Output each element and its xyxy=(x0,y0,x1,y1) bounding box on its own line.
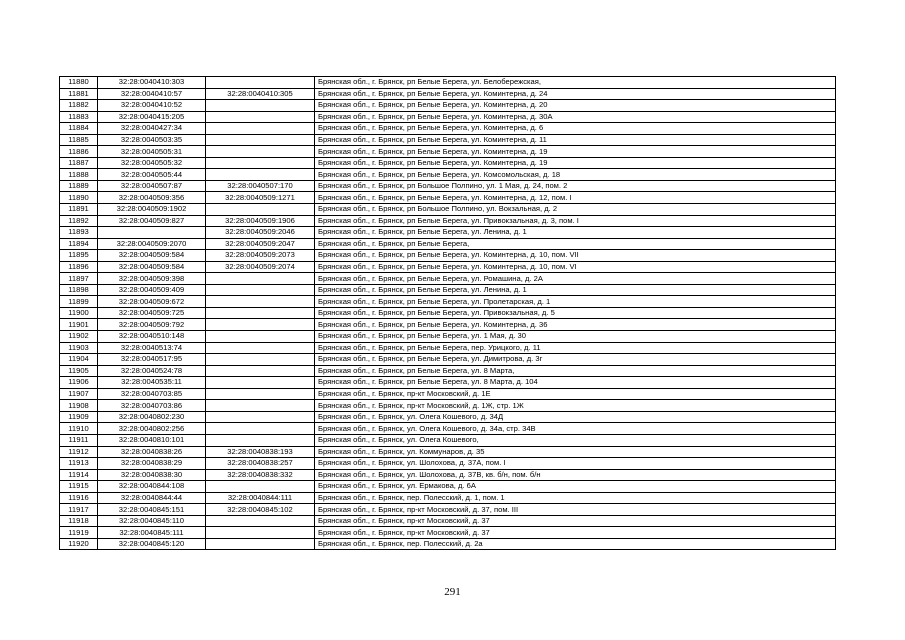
cadastral-number-cell: 32:28:0040415:205 xyxy=(98,111,206,123)
row-number-cell: 11892 xyxy=(60,215,98,227)
related-cadastral-number-cell xyxy=(206,365,315,377)
related-cadastral-number-cell: 32:28:0040410:305 xyxy=(206,88,315,100)
cadastral-number-cell: 32:28:0040703:85 xyxy=(98,388,206,400)
row-number-cell: 11902 xyxy=(60,331,98,343)
row-number-cell: 11911 xyxy=(60,434,98,446)
cadastral-number-cell: 32:28:0040505:32 xyxy=(98,157,206,169)
address-cell: Брянская обл., г. Брянск, рп Белые Берега, пер. Урицкого, д. 11 xyxy=(315,342,836,354)
cadastral-number-cell: 32:28:0040510:148 xyxy=(98,331,206,343)
cadastral-number-cell: 32:28:0040845:111 xyxy=(98,527,206,539)
table-row xyxy=(60,192,836,204)
address-cell: Брянская обл., г. Брянск, рп Белые Берега, ул. Коминтерна, д. 12, пом. I xyxy=(315,192,836,204)
table-row xyxy=(60,377,836,389)
table-row xyxy=(60,481,836,493)
cadastral-number-cell: 32:28:0040838:26 xyxy=(98,446,206,458)
cadastral-number-cell: 32:28:0040844:108 xyxy=(98,481,206,493)
related-cadastral-number-cell xyxy=(206,481,315,493)
row-number-cell: 11887 xyxy=(60,157,98,169)
row-number-cell: 11908 xyxy=(60,400,98,412)
row-number-cell: 11886 xyxy=(60,146,98,158)
cadastral-number-cell: 32:28:0040802:256 xyxy=(98,423,206,435)
cadastral-number-cell: 32:28:0040838:30 xyxy=(98,469,206,481)
related-cadastral-number-cell: 32:28:0040509:2074 xyxy=(206,261,315,273)
table-row xyxy=(60,458,836,470)
row-number-cell: 11909 xyxy=(60,411,98,423)
table-row xyxy=(60,146,836,158)
cadastral-number-cell: 32:28:0040509:672 xyxy=(98,296,206,308)
cadastral-number-cell: 32:28:0040509:584 xyxy=(98,250,206,262)
related-cadastral-number-cell xyxy=(206,123,315,135)
address-cell: Брянская обл., г. Брянск, рп Большое Полпино, ул. 1 Мая, д. 24, пом. 2 xyxy=(315,180,836,192)
related-cadastral-number-cell xyxy=(206,388,315,400)
row-number-cell: 11881 xyxy=(60,88,98,100)
related-cadastral-number-cell: 32:28:0040509:1271 xyxy=(206,192,315,204)
related-cadastral-number-cell xyxy=(206,319,315,331)
row-number-cell: 11900 xyxy=(60,307,98,319)
cadastral-number-cell: 32:28:0040509:827 xyxy=(98,215,206,227)
cadastral-number-cell: 32:28:0040845:151 xyxy=(98,504,206,516)
address-cell: Брянская обл., г. Брянск, рп Белые Берега, ул. 8 Марта, д. 104 xyxy=(315,377,836,389)
cadastral-number-cell: 32:28:0040509:356 xyxy=(98,192,206,204)
row-number-cell: 11884 xyxy=(60,123,98,135)
row-number-cell: 11893 xyxy=(60,227,98,239)
table-row xyxy=(60,77,836,89)
related-cadastral-number-cell xyxy=(206,296,315,308)
cadastral-number-cell: 32:28:0040509:584 xyxy=(98,261,206,273)
related-cadastral-number-cell xyxy=(206,157,315,169)
address-cell: Брянская обл., г. Брянск, рп Белые Берега, ул. Коминтерна, д. 36 xyxy=(315,319,836,331)
table-row xyxy=(60,492,836,504)
row-number-cell: 11916 xyxy=(60,492,98,504)
address-cell: Брянская обл., г. Брянск, рп Белые Берега, ул. Пролетарская, д. 1 xyxy=(315,296,836,308)
row-number-cell: 11920 xyxy=(60,538,98,550)
related-cadastral-number-cell xyxy=(206,307,315,319)
address-cell: Брянская обл., г. Брянск, рп Белые Берега, ул. Димитрова, д. 3г xyxy=(315,354,836,366)
address-cell: Брянская обл., г. Брянск, рп Белые Берега, ул. Коминтерна, д. 19 xyxy=(315,146,836,158)
address-cell: Брянская обл., г. Брянск, ул. Шолохова, д. 37В, кв. б/н, пом. б/н xyxy=(315,469,836,481)
cadastral-number-cell: 32:28:0040810:101 xyxy=(98,434,206,446)
cadastral-number-cell: 32:28:0040509:398 xyxy=(98,273,206,285)
address-cell: Брянская обл., г. Брянск, ул. Олега Кошевого, xyxy=(315,434,836,446)
table-row xyxy=(60,365,836,377)
row-number-cell: 11883 xyxy=(60,111,98,123)
row-number-cell: 11917 xyxy=(60,504,98,516)
related-cadastral-number-cell: 32:28:0040845:102 xyxy=(206,504,315,516)
cadastral-table-body xyxy=(60,77,836,550)
address-cell: Брянская обл., г. Брянск, рп Белые Берега, ул. Коминтерна, д. 24 xyxy=(315,88,836,100)
related-cadastral-number-cell xyxy=(206,331,315,343)
row-number-cell: 11882 xyxy=(60,100,98,112)
table-row xyxy=(60,100,836,112)
cadastral-number-cell: 32:28:0040524:78 xyxy=(98,365,206,377)
related-cadastral-number-cell xyxy=(206,434,315,446)
related-cadastral-number-cell xyxy=(206,538,315,550)
address-cell: Брянская обл., г. Брянск, пр-кт Московский, д. 37 xyxy=(315,515,836,527)
related-cadastral-number-cell: 32:28:0040509:1906 xyxy=(206,215,315,227)
related-cadastral-number-cell: 32:28:0040844:111 xyxy=(206,492,315,504)
cadastral-number-cell: 32:28:0040517:95 xyxy=(98,354,206,366)
related-cadastral-number-cell xyxy=(206,342,315,354)
table-row xyxy=(60,504,836,516)
address-cell: Брянская обл., г. Брянск, рп Белые Берега, ул. 8 Марта, xyxy=(315,365,836,377)
address-cell: Брянская обл., г. Брянск, рп Белые Берега, ул. Комсомольская, д. 18 xyxy=(315,169,836,181)
row-number-cell: 11888 xyxy=(60,169,98,181)
row-number-cell: 11896 xyxy=(60,261,98,273)
table-row xyxy=(60,469,836,481)
address-cell: Брянская обл., г. Брянск, пер. Полесский, д. 1, пом. 1 xyxy=(315,492,836,504)
related-cadastral-number-cell: 32:28:0040838:257 xyxy=(206,458,315,470)
table-row xyxy=(60,423,836,435)
table-row xyxy=(60,273,836,285)
related-cadastral-number-cell: 32:28:0040509:2073 xyxy=(206,250,315,262)
address-cell: Брянская обл., г. Брянск, ул. Олега Кошевого, д. 34а, стр. 34В xyxy=(315,423,836,435)
table-row xyxy=(60,527,836,539)
cadastral-number-cell: 32:28:0040838:29 xyxy=(98,458,206,470)
cadastral-number-cell: 32:28:0040844:44 xyxy=(98,492,206,504)
related-cadastral-number-cell: 32:28:0040509:2046 xyxy=(206,227,315,239)
address-cell: Брянская обл., г. Брянск, ул. Ермакова, д. 6А xyxy=(315,481,836,493)
row-number-cell: 11913 xyxy=(60,458,98,470)
related-cadastral-number-cell xyxy=(206,273,315,285)
address-cell: Брянская обл., г. Брянск, рп Белые Берега, ул. Коминтерна, д. 10, пом. VII xyxy=(315,250,836,262)
table-row xyxy=(60,307,836,319)
related-cadastral-number-cell xyxy=(206,354,315,366)
table-row xyxy=(60,538,836,550)
cadastral-number-cell: 32:28:0040845:120 xyxy=(98,538,206,550)
cadastral-number-cell: 32:28:0040509:725 xyxy=(98,307,206,319)
related-cadastral-number-cell xyxy=(206,411,315,423)
table-row xyxy=(60,446,836,458)
table-row xyxy=(60,284,836,296)
row-number-cell: 11906 xyxy=(60,377,98,389)
cadastral-number-cell: 32:28:0040505:44 xyxy=(98,169,206,181)
address-cell: Брянская обл., г. Брянск, рп Белые Берега, ул. Коминтерна, д. 6 xyxy=(315,123,836,135)
cadastral-number-cell: 32:28:0040505:31 xyxy=(98,146,206,158)
table-row xyxy=(60,88,836,100)
address-cell: Брянская обл., г. Брянск, рп Белые Берега, ул. Коминтерна, д. 10, пом. VI xyxy=(315,261,836,273)
related-cadastral-number-cell xyxy=(206,527,315,539)
cadastral-table xyxy=(59,76,836,550)
address-cell: Брянская обл., г. Брянск, рп Белые Берега, ул. Белобережская, xyxy=(315,77,836,89)
related-cadastral-number-cell xyxy=(206,77,315,89)
table-row xyxy=(60,319,836,331)
cadastral-number-cell: 32:28:0040509:1902 xyxy=(98,204,206,216)
page-number: 291 xyxy=(444,586,461,598)
row-number-cell: 11915 xyxy=(60,481,98,493)
table-row xyxy=(60,238,836,250)
cadastral-number-cell: 32:28:0040507:87 xyxy=(98,180,206,192)
row-number-cell: 11905 xyxy=(60,365,98,377)
address-cell: Брянская обл., г. Брянск, рп Белые Берега, ул. Коминтерна, д. 19 xyxy=(315,157,836,169)
cadastral-number-cell: 32:28:0040410:52 xyxy=(98,100,206,112)
table-row xyxy=(60,388,836,400)
address-cell: Брянская обл., г. Брянск, рп Белые Берега, ул. Ромашина, д. 2А xyxy=(315,273,836,285)
row-number-cell: 11880 xyxy=(60,77,98,89)
row-number-cell: 11918 xyxy=(60,515,98,527)
row-number-cell: 11897 xyxy=(60,273,98,285)
address-cell: Брянская обл., г. Брянск, рп Белые Берега, ул. Ленина, д. 1 xyxy=(315,227,836,239)
address-cell: Брянская обл., г. Брянск, рп Большое Полпино, ул. Вокзальная, д. 2 xyxy=(315,204,836,216)
cadastral-number-cell: 32:28:0040410:57 xyxy=(98,88,206,100)
related-cadastral-number-cell: 32:28:0040507:170 xyxy=(206,180,315,192)
cadastral-number-cell: 32:28:0040410:303 xyxy=(98,77,206,89)
table-row xyxy=(60,215,836,227)
related-cadastral-number-cell xyxy=(206,400,315,412)
table-row xyxy=(60,434,836,446)
row-number-cell: 11907 xyxy=(60,388,98,400)
table-row xyxy=(60,354,836,366)
table-row xyxy=(60,400,836,412)
row-number-cell: 11903 xyxy=(60,342,98,354)
row-number-cell: 11899 xyxy=(60,296,98,308)
cadastral-number-cell xyxy=(98,227,206,239)
address-cell: Брянская обл., г. Брянск, рп Белые Берега, ул. Коминтерна, д. 20 xyxy=(315,100,836,112)
row-number-cell: 11904 xyxy=(60,354,98,366)
address-cell: Брянская обл., г. Брянск, рп Белые Берега, ул. Привокзальная, д. 5 xyxy=(315,307,836,319)
related-cadastral-number-cell: 32:28:0040838:332 xyxy=(206,469,315,481)
address-cell: Брянская обл., г. Брянск, рп Белые Берега, ул. Коминтерна, д. 30А xyxy=(315,111,836,123)
cadastral-number-cell: 32:28:0040802:230 xyxy=(98,411,206,423)
row-number-cell: 11901 xyxy=(60,319,98,331)
cadastral-number-cell: 32:28:0040509:2070 xyxy=(98,238,206,250)
address-cell: Брянская обл., г. Брянск, пер. Полесский, д. 2а xyxy=(315,538,836,550)
related-cadastral-number-cell xyxy=(206,377,315,389)
table-row xyxy=(60,169,836,181)
related-cadastral-number-cell xyxy=(206,146,315,158)
cadastral-number-cell: 32:28:0040703:86 xyxy=(98,400,206,412)
cadastral-number-cell: 32:28:0040513:74 xyxy=(98,342,206,354)
row-number-cell: 11895 xyxy=(60,250,98,262)
table-row xyxy=(60,180,836,192)
related-cadastral-number-cell xyxy=(206,284,315,296)
cadastral-number-cell: 32:28:0040509:792 xyxy=(98,319,206,331)
table-row xyxy=(60,204,836,216)
related-cadastral-number-cell xyxy=(206,169,315,181)
address-cell: Брянская обл., г. Брянск, рп Белые Берега, xyxy=(315,238,836,250)
row-number-cell: 11919 xyxy=(60,527,98,539)
row-number-cell: 11890 xyxy=(60,192,98,204)
table-row xyxy=(60,123,836,135)
table-row xyxy=(60,296,836,308)
related-cadastral-number-cell xyxy=(206,134,315,146)
cadastral-number-cell: 32:28:0040427:34 xyxy=(98,123,206,135)
row-number-cell: 11891 xyxy=(60,204,98,216)
address-cell: Брянская обл., г. Брянск, ул. Шолохова, д. 37А, пом. I xyxy=(315,458,836,470)
table-row xyxy=(60,515,836,527)
row-number-cell: 11910 xyxy=(60,423,98,435)
address-cell: Брянская обл., г. Брянск, пр-кт Московский, д. 37, пом. III xyxy=(315,504,836,516)
address-cell: Брянская обл., г. Брянск, рп Белые Берега, ул. 1 Мая, д. 30 xyxy=(315,331,836,343)
row-number-cell: 11914 xyxy=(60,469,98,481)
related-cadastral-number-cell xyxy=(206,100,315,112)
table-row xyxy=(60,134,836,146)
related-cadastral-number-cell: 32:28:0040838:193 xyxy=(206,446,315,458)
related-cadastral-number-cell xyxy=(206,515,315,527)
row-number-cell: 11889 xyxy=(60,180,98,192)
table-row xyxy=(60,250,836,262)
related-cadastral-number-cell xyxy=(206,423,315,435)
address-cell: Брянская обл., г. Брянск, ул. Коммунаров, д. 35 xyxy=(315,446,836,458)
table-row xyxy=(60,227,836,239)
address-cell: Брянская обл., г. Брянск, пр-кт Московский, д. 1Ж, стр. 1Ж xyxy=(315,400,836,412)
cadastral-number-cell: 32:28:0040845:110 xyxy=(98,515,206,527)
table-row xyxy=(60,331,836,343)
cadastral-number-cell: 32:28:0040509:409 xyxy=(98,284,206,296)
related-cadastral-number-cell xyxy=(206,111,315,123)
address-cell: Брянская обл., г. Брянск, пр-кт Московский, д. 37 xyxy=(315,527,836,539)
cadastral-number-cell: 32:28:0040535:11 xyxy=(98,377,206,389)
cadastral-number-cell: 32:28:0040503:35 xyxy=(98,134,206,146)
table-row xyxy=(60,157,836,169)
row-number-cell: 11894 xyxy=(60,238,98,250)
related-cadastral-number-cell: 32:28:0040509:2047 xyxy=(206,238,315,250)
table-row xyxy=(60,342,836,354)
address-cell: Брянская обл., г. Брянск, рп Белые Берега, ул. Привокзальная, д. 3, пом. I xyxy=(315,215,836,227)
table-row xyxy=(60,111,836,123)
row-number-cell: 11898 xyxy=(60,284,98,296)
table-row xyxy=(60,261,836,273)
row-number-cell: 11885 xyxy=(60,134,98,146)
address-cell: Брянская обл., г. Брянск, ул. Олега Кошевого, д. 34Д xyxy=(315,411,836,423)
address-cell: Брянская обл., г. Брянск, рп Белые Берега, ул. Коминтерна, д. 11 xyxy=(315,134,836,146)
address-cell: Брянская обл., г. Брянск, пр-кт Московский, д. 1Е xyxy=(315,388,836,400)
address-cell: Брянская обл., г. Брянск, рп Белые Берега, ул. Ленина, д. 1 xyxy=(315,284,836,296)
row-number-cell: 11912 xyxy=(60,446,98,458)
table-row xyxy=(60,411,836,423)
related-cadastral-number-cell xyxy=(206,204,315,216)
